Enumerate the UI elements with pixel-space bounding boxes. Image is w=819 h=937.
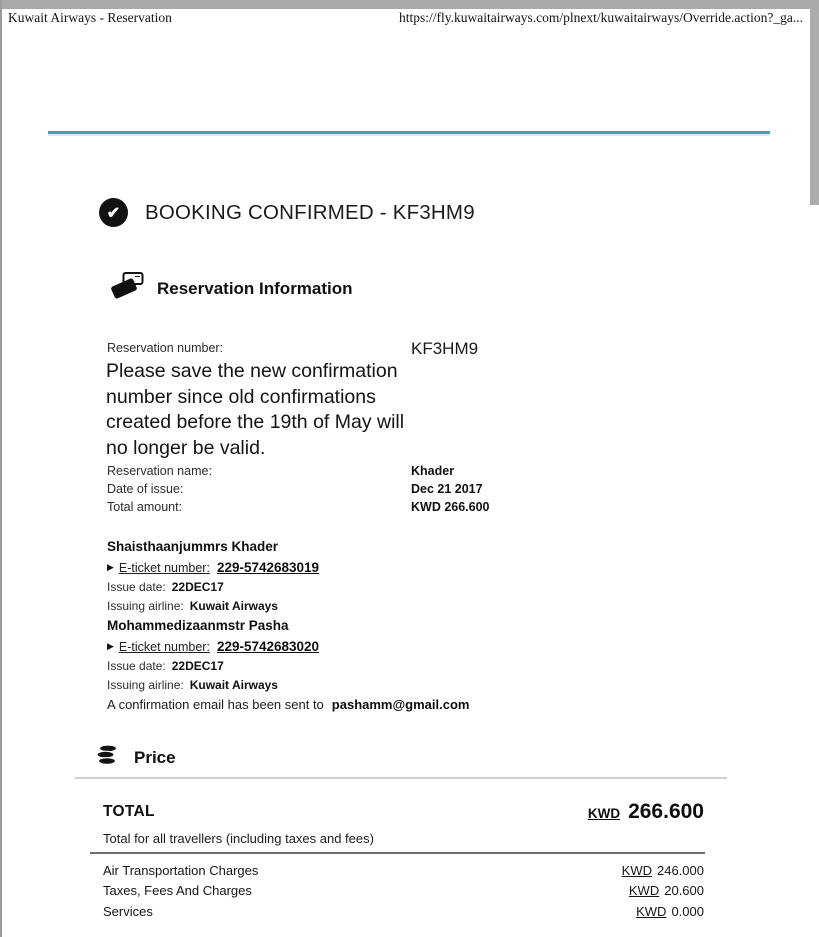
charges-divider [90, 852, 705, 854]
reservation-number-value: KF3HM9 [411, 339, 479, 358]
print-header [8, 10, 803, 26]
charge-label: Air Transportation Charges [103, 863, 259, 878]
notice-line: number since old confirmations [106, 385, 376, 408]
reservation-info-heading [111, 271, 353, 307]
charge-currency: KWD [628, 883, 660, 899]
caret-right-icon: ▶ [107, 641, 114, 651]
eticket-label: E-ticket number: [118, 639, 210, 654]
notice-line: no longer be valid. [106, 437, 266, 460]
total-amount-group [588, 800, 704, 824]
booking-confirmed-heading [99, 198, 475, 227]
issuing-airline-label: Issuing airline: [107, 678, 184, 692]
eticket-label: E-ticket number: [118, 560, 210, 575]
issuing-airline-value: Kuwait Airways [189, 678, 278, 692]
total-currency: KWD [587, 806, 621, 821]
charge-currency: KWD [621, 863, 652, 878]
issue-date-value: 22DEC17 [171, 580, 224, 594]
charge-currency: KWD [636, 903, 667, 919]
charge-amount: 246.000 [657, 863, 704, 878]
info-row [107, 500, 490, 518]
page-url: https://fly.kuwaitairways.com/plnext/kuwaitairways/Override.action?_ga... [398, 10, 803, 25]
email-address: pashamm@gmail.com [331, 697, 470, 712]
passenger-block [107, 618, 319, 697]
reservation-number-label: Reservation number: [107, 341, 224, 355]
total-amount: 266.600 [628, 800, 704, 823]
eticket-row[interactable] [107, 639, 319, 654]
window-title: Kuwait Airways - Reservation [8, 10, 172, 25]
issuing-airline-row [107, 599, 319, 613]
info-row-label: Date of issue: [107, 482, 184, 497]
confirmation-email-note [107, 697, 469, 712]
issue-date-value: 22DEC17 [171, 659, 224, 673]
issue-date-label: Issue date: [107, 659, 166, 673]
price-heading [95, 744, 176, 772]
eticket-number: 229-5742683019 [216, 560, 320, 575]
info-row-label: Total amount: [107, 500, 183, 515]
caret-right-icon: ▶ [107, 562, 114, 572]
charge-row [103, 904, 704, 924]
window-top-edge [0, 0, 819, 9]
price-divider-top [75, 777, 727, 779]
reservation-number-row [107, 341, 478, 359]
charge-amount: 20.600 [664, 883, 704, 899]
issue-date-label: Issue date: [107, 580, 166, 594]
window-left-edge [0, 0, 2, 937]
eticket-row[interactable] [107, 560, 319, 575]
info-row-value: KWD 266.600 [411, 500, 490, 515]
confirmation-notice [106, 359, 404, 462]
charge-row [103, 863, 704, 883]
info-row [107, 464, 490, 482]
charge-value [622, 863, 704, 878]
notice-line: created before the 19th of May will [106, 411, 405, 434]
scrollbar-thumb[interactable] [810, 9, 819, 205]
charge-label: Taxes, Fees And Charges [103, 883, 252, 899]
info-row [107, 482, 490, 500]
check-circle-icon: ✔ [99, 198, 128, 227]
passenger-block [107, 539, 319, 618]
info-row-label: Reservation name: [107, 464, 212, 478]
notice-line: Please save the new confirmation [106, 360, 398, 382]
info-row-value: Khader [411, 464, 455, 478]
price-title: Price [134, 748, 176, 767]
reservation-info-title: Reservation Information [157, 279, 353, 298]
booking-title: BOOKING CONFIRMED - KF3HM9 [145, 200, 475, 224]
issuing-airline-row [107, 678, 319, 692]
ticket-icon [111, 271, 144, 307]
charge-value [629, 883, 704, 898]
email-note-text: A confirmation email has been sent to [107, 697, 324, 712]
coins-icon [95, 744, 119, 772]
issue-date-row [107, 659, 319, 673]
issuing-airline-value: Kuwait Airways [189, 599, 278, 613]
info-row-value: Dec 21 2017 [411, 482, 483, 497]
total-label: TOTAL [103, 803, 155, 820]
teal-divider [48, 131, 770, 134]
passenger-name: Shaisthaanjummrs Khader [107, 539, 279, 554]
charge-label: Services [103, 903, 153, 919]
total-note: Total for all travellers (including taxes and fees) [103, 831, 374, 846]
reservation-details [107, 464, 490, 519]
eticket-number: 229-5742683020 [216, 639, 320, 654]
charge-row [103, 883, 704, 903]
issue-date-row [107, 580, 319, 594]
charge-breakdown [103, 863, 704, 924]
charge-amount: 0.000 [671, 903, 704, 919]
passenger-name: Mohammedizaanmstr Pasha [107, 618, 289, 633]
issuing-airline-label: Issuing airline: [107, 599, 184, 613]
charge-value [636, 904, 704, 919]
